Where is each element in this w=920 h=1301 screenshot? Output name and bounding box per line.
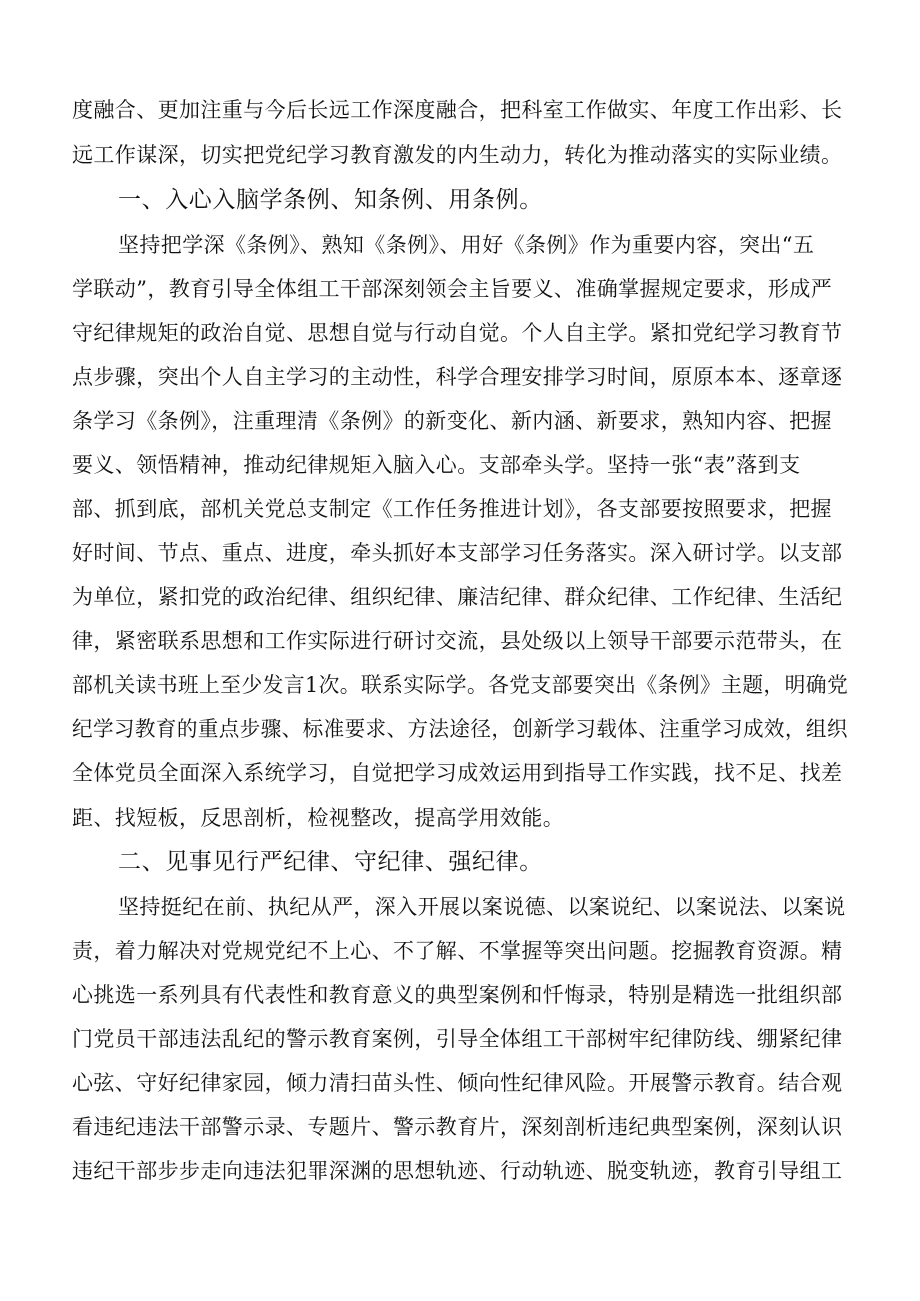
paragraph-line: 纪学习教育的重点步骤、标准要求、方法途径，创新学习载体、注重学习成效，组织 — [72, 717, 848, 741]
paragraph-line: 心弦、守好纪律家园，倾力清扫苗头性、倾向性纪律风险。开展警示教育。结合观 — [72, 1071, 843, 1095]
paragraph-line: 学联动”，教育引导全体组工干部深刻领会主旨要义、准确掌握规定要求，形成严 — [72, 277, 833, 301]
paragraph-line: 律，紧密联系思想和工作实际进行研讨交流，县处级以上领导干部要示范带头，在 — [72, 629, 843, 653]
paragraph-line: 违纪干部步步走向违法犯罪深渊的思想轨迹、行动轨迹、脱变轨迹，教育引导组工 — [72, 1159, 843, 1183]
paragraph-line: 门党员干部违法乱纪的警示教育案例，引导全体组工干部树牢纪律防线、绷紧纪律 — [72, 1027, 843, 1051]
paragraph-line: 部机关读书班上至少发言1次。联系实际学。各党支部要突出《条例》主题，明确党 — [72, 673, 849, 697]
paragraph-line: 度融合、更加注重与今后长远工作深度融合，把科室工作做实、年度工作出彩、长 — [72, 98, 843, 122]
paragraph-line: 为单位，紧扣党的政治纪律、组织纪律、廉洁纪律、群众纪律、工作纪律、生活纪 — [72, 585, 843, 609]
paragraph-line: 全体党员全面深入系统学习，自觉把学习成效运用到指导工作实践，找不足、找差 — [72, 761, 843, 785]
paragraph-line: 坚持把学深《条例》、熟知《条例》、用好《条例》作为重要内容，突出“五 — [118, 233, 815, 257]
paragraph-line: 看违纪违法干部警示录、专题片、警示教育片，深刻剖析违纪典型案例，深刻认识 — [72, 1115, 843, 1139]
paragraph-line: 责，着力解决对党规党纪不上心、不了解、不掌握等突出问题。挖掘教育资源。精 — [72, 939, 843, 963]
paragraph-line: 条学习《条例》，注重理清《条例》的新变化、新内涵、新要求，熟知内容、把握 — [72, 409, 832, 433]
section-heading: 二、见事见行严纪律、守纪律、强纪律。 — [118, 849, 543, 875]
paragraph-line: 部、抓到底，部机关党总支制定《工作任务推进计划》，各支部要按照要求，把握 — [72, 497, 832, 521]
paragraph-line: 点步骤，突出个人自主学习的主动性，科学合理安排学习时间，原原本本、逐章逐 — [72, 365, 843, 389]
paragraph-line: 距、找短板，反思剖析，检视整改，提高学用效能。 — [72, 806, 565, 830]
paragraph-line: 心挑选一系列具有代表性和教育意义的典型案例和忏悔录，特别是精选一批组织部 — [72, 983, 843, 1007]
paragraph-line: 远工作谋深，切实把党纪学习教育激发的内生动力，转化为推动落实的实际业绩。 — [72, 143, 843, 167]
paragraph-line: 守纪律规矩的政治自觉、思想自觉与行动自觉。个人自主学。紧扣党纪学习教育节 — [72, 321, 843, 345]
paragraph-line: 好时间、节点、重点、进度，牵头抓好本支部学习任务落实。深入研讨学。以支部 — [72, 541, 843, 565]
paragraph-line: 坚持挺纪在前、执纪从严，深入开展以案说德、以案说纪、以案说法、以案说 — [118, 895, 846, 919]
paragraph-line: 要义、领悟精神，推动纪律规矩入脑入心。支部牵头学。坚持一张“表”落到支 — [72, 453, 801, 477]
section-heading: 一、入心入脑学条例、知条例、用条例。 — [118, 187, 543, 213]
